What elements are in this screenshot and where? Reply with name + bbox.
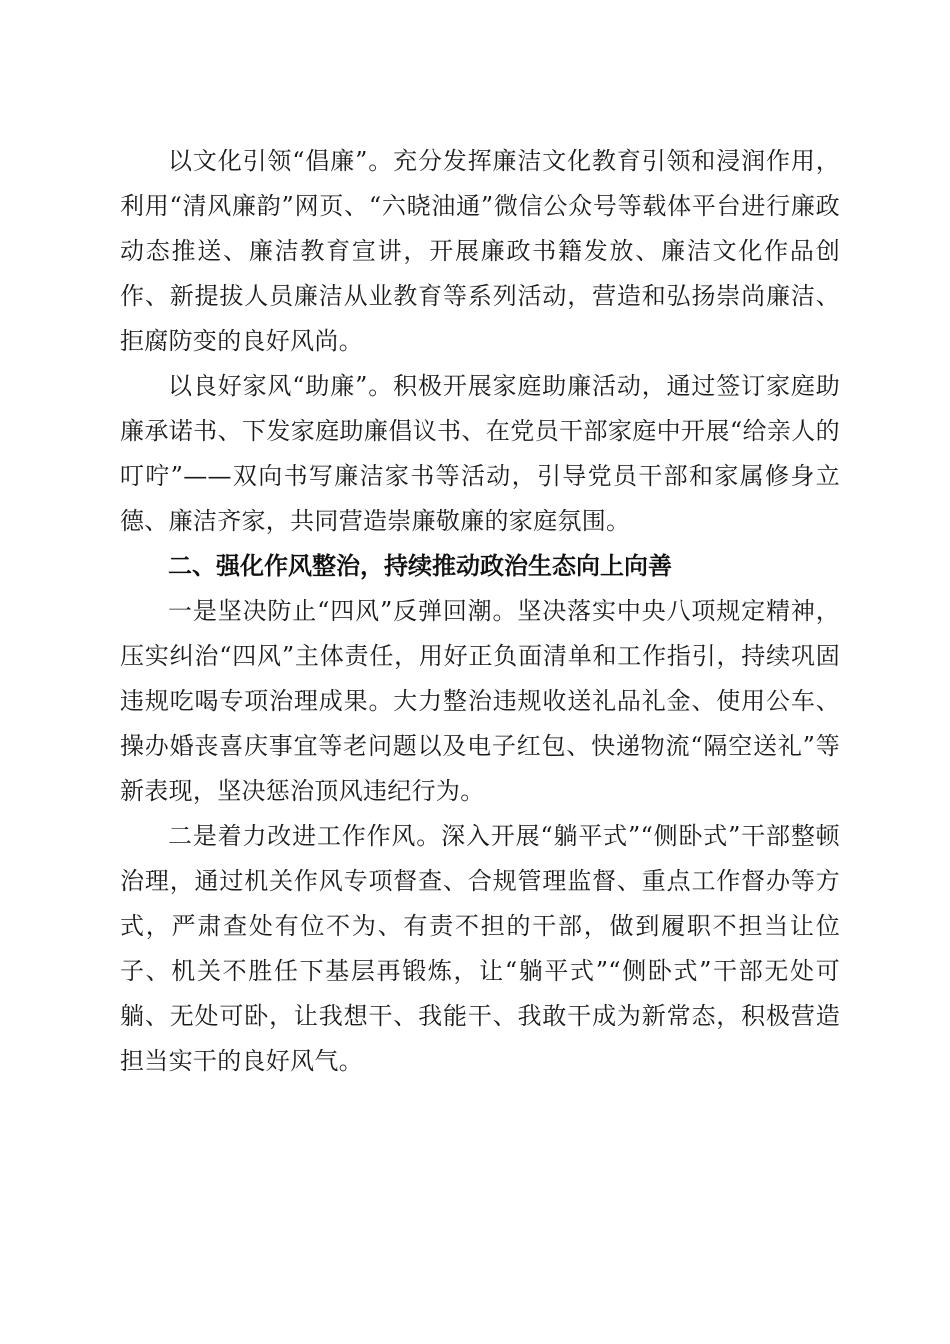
paragraph-lead: 以文化引领“倡廉”。	[168, 147, 394, 175]
paragraph-lead: 一是坚决防止“四风”反弹回潮。	[168, 597, 518, 625]
section-heading: 二、强化作风整治，持续推动政治生态向上向善	[168, 552, 672, 580]
paragraph-text: 积极开展家庭助廉活动，通过签订家庭助廉承诺书、下发家庭助廉倡议书、在党员干部家庭中开展“给亲人的叮咛”——双向书写廉洁家书等活动，引导党员干部和家属修身立德、廉洁齐家，共同营造崇廉敬廉的家庭氛围。	[120, 372, 840, 535]
paragraph-lead: 二是着力改进工作作风。	[168, 822, 442, 850]
paragraph-text: 深入开展“躺平式”“侧卧式”干部整顿治理，通过机关作风专项督查、合规管理监督、重点工作督办等方式，严肃查处有位不为、有责不担的干部，做到履职不担当让位子、机关不胜任下基层再锻炼，让“躺平式”“侧卧式”干部无处可躺、无处可卧，让我想干、我能干、我敢干成为新常态，积极营造担当实干的良好风气。	[120, 822, 840, 1075]
document-body	[120, 139, 840, 1084]
paragraph-lead: 以良好家风“助廉”。	[168, 372, 394, 400]
paragraph-text: 坚决落实中央八项规定精神，压实纠治“四风”主体责任，用好正负面清单和工作指引，持续巩固违规吃喝专项治理成果。大力整治违规收送礼品礼金、使用公车、操办婚丧喜庆事宜等老问题以及电子红包、快递物流“隔空送礼”等新表现，坚决惩治顶风违纪行为。	[120, 597, 840, 805]
paragraph-work-style	[120, 814, 840, 1084]
paragraph-text: 充分发挥廉洁文化教育引领和浸润作用，利用“清风廉韵”网页、“六晓油通”微信公众号等载体平台进行廉政动态推送、廉洁教育宣讲，开展廉政书籍发放、廉洁文化作品创作、新提拔人员廉洁从业教育等系列活动，营造和弘扬崇尚廉洁、拒腐防变的良好风尚。	[120, 147, 840, 355]
paragraph-culture-integrity	[120, 139, 840, 364]
paragraph-four-winds	[120, 589, 840, 814]
paragraph-family-integrity	[120, 364, 840, 544]
